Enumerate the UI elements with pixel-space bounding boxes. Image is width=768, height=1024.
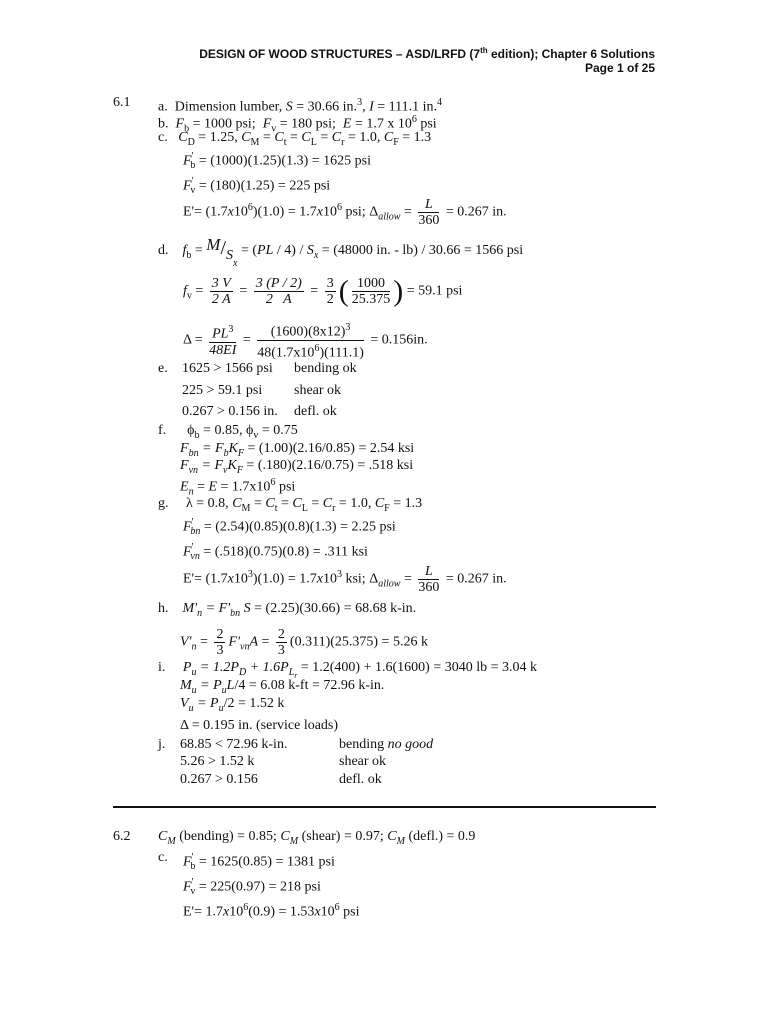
subscript: r [341, 136, 345, 148]
value: = 1.3 [398, 130, 432, 145]
subscript: F [237, 447, 245, 459]
text: = [235, 283, 251, 299]
symbol: S [285, 99, 293, 115]
exponent: 6 [334, 902, 340, 913]
denominator: 25.375 [351, 292, 391, 307]
text: E'= 1.7 [183, 904, 223, 920]
value: = 1.0, [335, 496, 375, 511]
subscript: b [194, 429, 200, 441]
text: = [307, 496, 323, 511]
numerator: 1000 [352, 276, 391, 292]
part-label: h. [158, 601, 169, 616]
part-label: f. [158, 423, 167, 438]
subscript: t [274, 502, 278, 514]
value: = 30.66 in. [292, 99, 358, 115]
text: = [259, 130, 275, 145]
symbol: x [227, 571, 234, 587]
symbol: A [249, 634, 259, 650]
symbol: C [241, 130, 251, 145]
symbol: F [183, 178, 192, 194]
symbol: C [274, 130, 284, 145]
numerator [209, 322, 236, 343]
header-title-main: DESIGN OF WOOD STRUCTURES – ASD/LRFD (7 [199, 47, 481, 61]
result-row: 225 > 59.1 psi [182, 383, 263, 398]
symbol: F' [228, 634, 240, 650]
symbol: x [316, 571, 323, 587]
exponent: 3 [247, 569, 253, 581]
fraction [214, 627, 225, 658]
exponent: 6 [270, 477, 276, 488]
numerator: 3 V [211, 276, 231, 291]
problem-number-6-1: 6.1 [113, 95, 131, 110]
text: /4 = 6.08 k-ft = 72.96 k-in. [234, 678, 385, 693]
symbol: = 1.2P [196, 660, 239, 675]
result-row: 1625 > 1566 psi [182, 361, 273, 376]
text: = (2.54)(0.85)(0.8)(1.3) = 2.25 psi [200, 519, 396, 535]
text: (bending) = 0.85; [175, 829, 281, 844]
denominator: 360 [418, 213, 440, 228]
symbol: C [301, 130, 311, 145]
part-label: a. [158, 99, 168, 115]
subscript: vn [240, 641, 250, 653]
symbol: C [158, 829, 168, 844]
subscript-text: L [288, 666, 295, 678]
symbol: PL [212, 326, 229, 342]
symbol: C [178, 130, 188, 145]
text: = 0.75 [258, 423, 298, 438]
text: 10 [233, 571, 248, 587]
text: = 1.7x10 [217, 479, 271, 495]
symbol: f [182, 243, 187, 258]
exponent: 3 [357, 97, 363, 108]
symbol: x [314, 904, 321, 920]
subscript: vn [188, 464, 199, 476]
text: E'= (1.7 [183, 571, 228, 587]
text: 10 [229, 904, 244, 920]
subscript: L [310, 136, 317, 148]
part-label: i. [158, 660, 166, 675]
symbol: F [183, 544, 192, 560]
slash: / [220, 237, 227, 259]
symbol: F [183, 879, 192, 895]
text: = 1625(0.85) = 1381 psi [195, 854, 335, 870]
subscript: allow [378, 211, 401, 223]
text: Δ [365, 571, 379, 587]
text: = [191, 243, 207, 258]
subscript: F [236, 464, 243, 476]
text: 10 [320, 904, 335, 920]
symbol: L [226, 678, 235, 693]
subscript: M [250, 136, 260, 148]
part-label: d. [158, 243, 169, 258]
value: = 1000 psi; [189, 116, 256, 132]
part-h-line2 [180, 627, 428, 658]
symbol: PL [257, 243, 274, 258]
prime: ' [191, 151, 194, 162]
value: = 1.3 [389, 496, 423, 511]
symbol: S [226, 248, 234, 263]
symbol: E [342, 116, 352, 132]
symbol: C [331, 130, 342, 145]
symbol: C [280, 829, 290, 844]
text: = (1000)(1.25)(1.3) = 1625 psi [195, 153, 371, 169]
symbol: = F [198, 458, 224, 473]
part-c [158, 130, 431, 151]
part-h-line1 [158, 601, 416, 622]
paren: ) [393, 274, 404, 308]
symbol: = F' [202, 601, 231, 616]
problem-6-2-fb [183, 850, 335, 875]
text: E'= (1.7 [183, 204, 228, 220]
fraction [325, 276, 336, 307]
eq-fv-prime [183, 174, 330, 199]
denominator: 48EI [209, 342, 237, 358]
text: λ = 0.8, [186, 496, 233, 511]
numerator: L [418, 197, 439, 213]
text: = (180)(1.25) = 225 psi [195, 178, 331, 194]
text: = [196, 634, 212, 650]
fraction [276, 627, 287, 658]
header-title-sup: th [480, 46, 488, 55]
symbol: C [383, 130, 394, 145]
header-title-rest: edition); Chapter 6 Solutions [487, 47, 655, 61]
text: / 4) / [273, 243, 307, 258]
symbol: C [265, 496, 275, 511]
result-row: 5.26 > 1.52 k [180, 754, 255, 769]
numerator [257, 320, 364, 341]
text: 48(1.7x10 [257, 345, 315, 361]
text: = [191, 283, 207, 299]
subscript: u [188, 702, 194, 714]
prime: ' [191, 542, 194, 553]
numerator: 3 (P / 2) [255, 276, 302, 291]
numerator: 2 [216, 627, 224, 642]
text: = [239, 332, 255, 348]
text: )(1.0) = 1.7 [252, 204, 317, 220]
subscript: v [253, 429, 259, 441]
symbol: S [240, 601, 251, 616]
symbol: + 1.6P [246, 660, 289, 675]
symbol: M' [182, 601, 198, 616]
part-c-label: c. [158, 850, 168, 865]
symbol: = P [193, 696, 219, 711]
symbol: F [262, 116, 272, 132]
subscript: n [188, 486, 194, 498]
symbol: C [322, 496, 333, 511]
symbol: M [180, 678, 192, 693]
fraction [418, 197, 439, 228]
part-i-line4: Δ = 0.195 in. (service loads) [180, 718, 339, 733]
problem-6-2-fv [183, 875, 321, 900]
symbol: M [206, 235, 221, 254]
exponent: 3 [345, 322, 351, 333]
exponent: 3 [336, 569, 342, 581]
subscript: b [186, 249, 192, 261]
problem-6-2-line1 [158, 829, 475, 850]
text: = [258, 634, 273, 650]
text: Dimension lumber, [174, 99, 283, 115]
symbol: E [208, 479, 218, 495]
subscript: M [396, 835, 405, 847]
part-e-label: e. [158, 361, 168, 376]
symbol: C [232, 496, 242, 511]
text: psi [339, 904, 360, 920]
text-italic: no good [387, 737, 434, 752]
subscript: v [186, 290, 192, 302]
symbol: x [316, 204, 323, 220]
subscript: x [313, 249, 319, 261]
exponent: 6 [247, 202, 253, 214]
result-row: 68.85 < 72.96 k-in. [180, 737, 288, 752]
text: (1600)(8x12) [270, 324, 346, 340]
numerator: 3 [326, 276, 334, 291]
denominator: 3 [277, 643, 285, 658]
subscript: u [191, 684, 197, 696]
symbol: C [374, 496, 385, 511]
part-g-line4 [183, 564, 507, 595]
subscript: L [301, 502, 308, 514]
subscript: bn [230, 607, 241, 619]
exponent: 3 [228, 324, 234, 336]
subscript: D [187, 136, 195, 148]
text: (0.311)(25.375) = 5.26 k [289, 634, 428, 650]
numerator: L [418, 564, 439, 580]
subscript: b [184, 123, 190, 135]
part-d-line2 [183, 276, 462, 307]
part-label: b. [158, 116, 169, 132]
denominator: 3 [216, 643, 224, 658]
subscript: bn [188, 447, 199, 459]
subscript: F [384, 502, 390, 514]
subscript: vn [190, 551, 200, 563]
result-check: defl. ok [339, 772, 382, 787]
symbol: F [183, 153, 192, 169]
exponent: 6 [411, 114, 417, 125]
sub-subscript: r [294, 670, 298, 680]
text: (defl.) = 0.9 [404, 829, 476, 844]
subscript: D [238, 666, 247, 678]
result-check: bending ok [294, 361, 357, 376]
symbol: V' [180, 634, 192, 650]
exponent: 6 [336, 202, 342, 214]
text: = 0.85, ϕ [199, 423, 254, 438]
text: = (1.00)(2.16/0.85) = 2.54 ksi [244, 441, 415, 456]
text: = [316, 130, 332, 145]
text: = [400, 571, 416, 587]
paren: ( [338, 274, 349, 308]
subscript: bn [190, 526, 201, 538]
subscript: b [190, 160, 196, 172]
prime: ' [191, 877, 194, 888]
problem-number-6-2: 6.2 [113, 829, 131, 844]
value: = 1.25, [194, 130, 238, 145]
text: 10 [322, 571, 337, 587]
subscript: u [221, 684, 227, 696]
eq-e-prime [183, 197, 507, 228]
fraction [254, 276, 304, 307]
numerator: 2 [277, 627, 285, 642]
subscript: u [218, 702, 224, 714]
text: = 0.267 in. [442, 571, 507, 587]
exponent: 6 [243, 902, 249, 913]
symbol: K [228, 441, 238, 456]
subscript: v [190, 185, 196, 197]
subscript: u [191, 666, 197, 678]
text: bending [339, 737, 388, 752]
text: ksi; [341, 571, 366, 587]
text: = [400, 204, 416, 220]
symbol: x [227, 204, 234, 220]
symbol: C [387, 829, 397, 844]
value: = 111.1 in. [373, 99, 437, 115]
subscript: n [191, 641, 197, 653]
part-g-line1 [158, 496, 422, 517]
subscript: v [223, 464, 228, 476]
fraction [418, 564, 439, 595]
part-g-line3 [183, 540, 368, 565]
subscript: x [233, 257, 238, 269]
symbol: F [180, 458, 189, 473]
part-i-line3 [180, 696, 284, 717]
subscript: v [271, 123, 277, 135]
symbol: V [180, 696, 189, 711]
denominator: 360 [418, 580, 440, 595]
result-check: defl. ok [294, 404, 337, 419]
text: /2 = 1.52 k [223, 696, 285, 711]
text: = 1.2(400) + 1.6(1600) = 3040 lb = 3.04 k [297, 660, 537, 675]
symbol: ϕ [187, 423, 195, 438]
exponent: 6 [314, 342, 320, 354]
symbol: F [180, 441, 189, 456]
text: = [306, 283, 322, 299]
unit: psi [275, 479, 296, 495]
problem-6-2-e [183, 900, 360, 921]
subscript: allow [378, 578, 401, 590]
result-row: 0.267 > 0.156 in. [182, 404, 278, 419]
prime: ' [191, 852, 194, 863]
value: = 1.0, [344, 130, 381, 145]
page-header-title [199, 46, 655, 61]
symbol: P [182, 660, 192, 675]
fraction [210, 276, 233, 307]
text: 10 [233, 204, 248, 220]
text: = 0.267 in. [442, 204, 507, 220]
value: = 180 psi; [276, 116, 336, 132]
fraction [209, 322, 236, 358]
text: = [277, 496, 293, 511]
text: Δ = [183, 332, 207, 348]
subscript: F [393, 136, 399, 148]
denominator [257, 341, 364, 361]
unit: psi [416, 116, 437, 132]
text: )(1.0) = 1.7 [252, 571, 317, 587]
result-check: shear ok [339, 754, 387, 769]
symbol: I [369, 99, 374, 115]
denominator: 2 [326, 292, 334, 307]
subscript: v [190, 886, 196, 898]
prime: ' [191, 176, 194, 187]
text: (0.9) = 1.53 [248, 904, 315, 920]
text: = (.180)(2.16/0.75) = .518 ksi [242, 458, 414, 473]
symbol: F [183, 519, 192, 535]
text: , [362, 99, 366, 115]
symbol: F [175, 116, 185, 132]
text: )(111.1) [319, 345, 364, 361]
part-label: g. [158, 496, 169, 511]
text: = [250, 496, 266, 511]
denominator: 2 A [211, 292, 231, 307]
fraction [257, 320, 364, 360]
text: = 59.1 psi [403, 283, 463, 299]
eq-fb-prime [183, 149, 371, 174]
fraction [352, 276, 391, 307]
text: (shear) = 0.97; [298, 829, 388, 844]
symbol: = P [196, 678, 222, 693]
text: 10 [322, 204, 337, 220]
part-d-line3 [183, 320, 428, 360]
part-g-line2 [183, 515, 396, 540]
subscript: r [332, 502, 336, 514]
text: = [286, 130, 302, 145]
symbol: f [183, 283, 187, 299]
symbol: x [222, 904, 230, 920]
denominator: 2 A [265, 292, 292, 307]
section-divider [113, 806, 656, 808]
prime: ' [191, 517, 194, 528]
result-row: 0.267 > 0.156 [180, 772, 258, 787]
subscript: b [223, 447, 229, 459]
subscript: M [241, 502, 251, 514]
subscript: b [190, 861, 196, 873]
result-check [339, 737, 433, 753]
text: = (2.25)(30.66) = 68.68 k-in. [250, 601, 417, 616]
subscript: M [289, 835, 299, 847]
symbol: K [227, 458, 237, 473]
text: = (48000 in. - lb) / 30.66 = 1566 psi [318, 243, 524, 258]
text: = 0.156in. [366, 332, 428, 348]
text: psi; [341, 204, 366, 220]
symbol: = F [198, 441, 224, 456]
subscript: t [283, 136, 287, 148]
text: = (.518)(0.75)(0.8) = .311 ksi [199, 544, 368, 560]
exponent: 4 [436, 97, 442, 108]
symbol: E [180, 479, 189, 495]
text: Δ [365, 204, 379, 220]
subscript: M [167, 835, 176, 847]
part-j-label: j. [158, 737, 166, 752]
symbol: C [292, 496, 302, 511]
value: = 1.7 x 10 [351, 116, 412, 132]
part-d-line1 [158, 235, 524, 269]
symbol: S [306, 243, 314, 258]
subscript: n [197, 607, 203, 619]
part-label: c. [158, 130, 168, 145]
text: = ( [237, 243, 258, 258]
text: = [193, 479, 209, 495]
text: = 225(0.97) = 218 psi [195, 879, 321, 895]
page-number: Page 1 of 25 [584, 61, 655, 75]
result-check: shear ok [294, 383, 342, 398]
symbol: F [183, 854, 192, 870]
